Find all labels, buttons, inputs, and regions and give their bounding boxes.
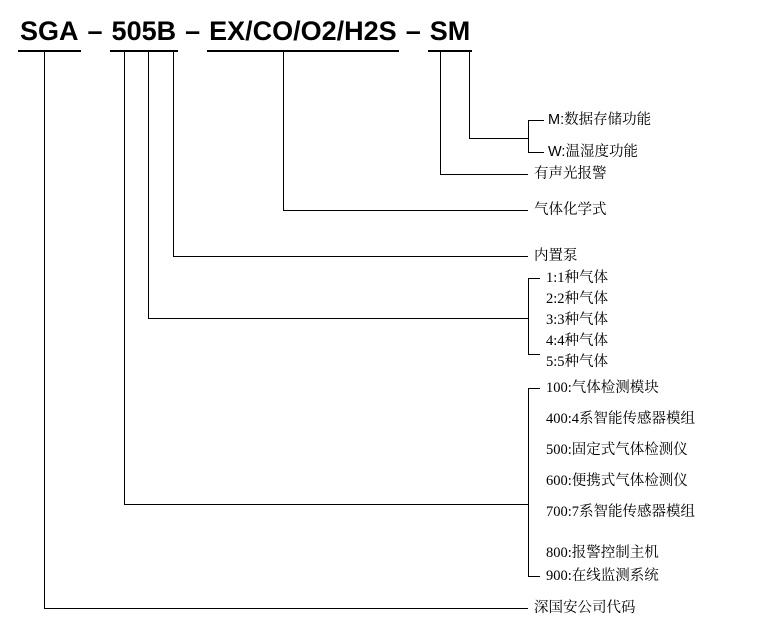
label-gascount-1: 1:1种气体 xyxy=(546,270,609,286)
label-series-800: 800:报警控制主机 xyxy=(546,545,659,561)
bracket-suffix-tick-w xyxy=(528,152,544,153)
leader-line-gasformula-horizontal xyxy=(283,210,528,211)
leader-line-series-vertical xyxy=(124,52,125,504)
bracket-series-tick-100 xyxy=(528,388,540,389)
leader-line-alarm-horizontal xyxy=(440,174,528,175)
code-segment-sga: SGA xyxy=(18,16,81,52)
leader-line-suffix-horizontal xyxy=(469,138,528,139)
label-gascount-3: 3:3种气体 xyxy=(546,312,609,328)
label-series-500: 500:固定式气体检测仪 xyxy=(546,442,688,458)
bracket-gascount-tick-1 xyxy=(528,278,540,279)
bracket-suffix-spine xyxy=(528,120,529,152)
label-built-in-pump: 内置泵 xyxy=(534,248,578,264)
label-series-100: 100:气体检测模块 xyxy=(546,380,659,396)
label-series-900: 900:在线监测系统 xyxy=(546,568,659,584)
leader-line-sga-horizontal xyxy=(44,608,528,609)
label-gascount-2: 2:2种气体 xyxy=(546,291,609,307)
leader-line-sga-vertical xyxy=(44,52,45,608)
label-series-700: 700:7系智能传感器模组 xyxy=(546,504,696,520)
bracket-gascount-tick-5 xyxy=(528,354,540,355)
label-gas-chemical-formula: 气体化学式 xyxy=(534,202,607,218)
code-segment-505b: 505B xyxy=(110,16,179,52)
leader-line-gascount-horizontal xyxy=(148,318,528,319)
leader-line-pump-vertical xyxy=(173,52,174,256)
leader-line-gascount-vertical xyxy=(148,52,149,318)
leader-line-alarm-vertical xyxy=(440,52,441,174)
code-segment-sm: SM xyxy=(428,16,473,52)
label-company-code: 深国安公司代码 xyxy=(534,600,636,616)
bracket-series-spine xyxy=(528,388,529,576)
label-gascount-5: 5:5种气体 xyxy=(546,354,609,370)
product-code-line xyxy=(18,16,472,52)
code-separator-1: – xyxy=(87,16,103,46)
label-suffix-w: W:温湿度功能 xyxy=(548,144,638,160)
leader-line-gasformula-vertical xyxy=(283,52,284,210)
label-series-600: 600:便携式气体检测仪 xyxy=(546,473,688,489)
code-segment-gases: EX/CO/O2/H2S xyxy=(207,16,399,52)
code-separator-3: – xyxy=(405,16,421,46)
bracket-gascount-spine xyxy=(528,278,529,354)
bracket-series-tick-900 xyxy=(528,576,540,577)
code-separator-2: – xyxy=(185,16,201,46)
label-suffix-m: M:数据存储功能 xyxy=(548,112,652,128)
label-series-400: 400:4系智能传感器模组 xyxy=(546,411,696,427)
label-audible-visual-alarm: 有声光报警 xyxy=(534,166,607,182)
leader-line-pump-horizontal xyxy=(173,256,528,257)
label-gascount-4: 4:4种气体 xyxy=(546,333,609,349)
bracket-suffix-tick-m xyxy=(528,120,544,121)
leader-line-suffix-vertical xyxy=(469,52,470,138)
leader-line-series-horizontal xyxy=(124,504,528,505)
